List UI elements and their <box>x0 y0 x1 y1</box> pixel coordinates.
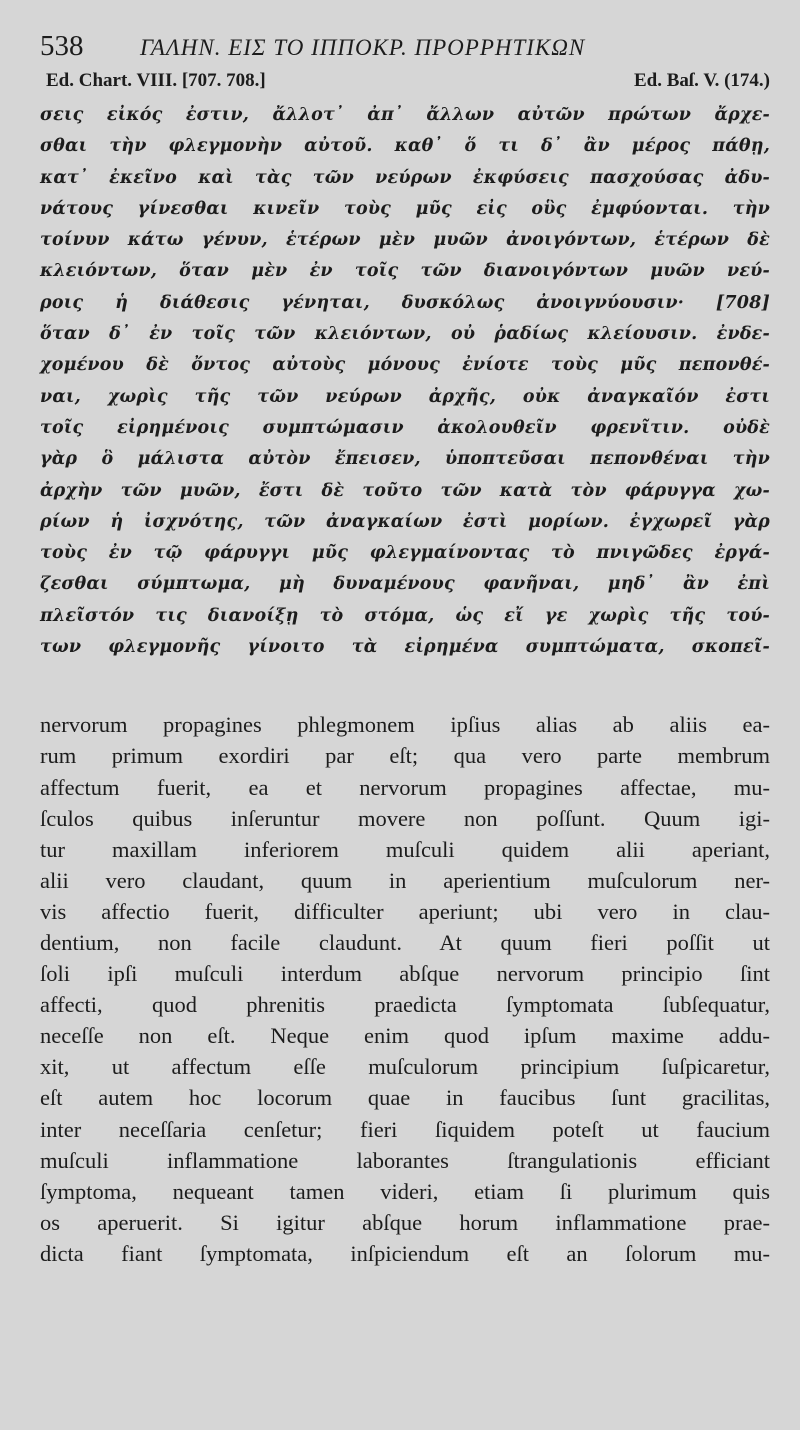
edition-reference-right: Ed. Baſ. V. (174.) <box>633 70 770 91</box>
latin-text-block <box>40 709 770 1269</box>
greek-text-line: σθαι τὴν φλεγμονὴν αὐτοῦ. καθ᾿ ὅ τι δ᾿ ἂν μέρος πάθῃ, <box>40 136 770 157</box>
greek-text-line: τοὺς ἐν τῷ φάρυγγι μῦς φλεγμαίνοντας τὸ πνιγῶδες ἐργά- <box>40 543 770 564</box>
latin-text-line: ſoli ipſi muſculi interdum abſque nervorum principio ſint <box>40 961 770 987</box>
page-number: 538 <box>40 30 84 62</box>
greek-text-line: ρίων ἡ ἰσχνότης, τῶν ἀναγκαίων ἐστὶ μορίων. ἐγχωρεῖ γὰρ <box>40 511 770 532</box>
greek-text-line: γὰρ ὃ μάλιστα αὐτὸν ἔπεισεν, ὑποπτεῦσαι πεπονθέναι τὴν <box>40 449 770 470</box>
latin-text-line: vis affectio fuerit, difficulter aperiunt; ubi vero in clau- <box>40 898 770 924</box>
latin-text-line: alii vero claudant, quum in aperientium muſculorum ner- <box>40 867 770 893</box>
latin-text-line: muſculi inflammatione laborantes ſtrangulationis efficiant <box>40 1147 770 1173</box>
edition-reference-line <box>40 70 770 100</box>
latin-text-line: xit, ut affectum eſſe muſculorum principium ſuſpicaretur, <box>40 1054 770 1080</box>
greek-text-line: ναι, χωρὶς τῆς τῶν νεύρων ἀρχῆς, οὐκ ἀναγκαῖόν ἐστι <box>40 386 770 407</box>
greek-text-line: κατ᾿ ἐκεῖνο καὶ τὰς τῶν νεύρων ἐκφύσεις πασχούσας ἀδυ- <box>40 167 770 188</box>
greek-text-line: χομένου δὲ ὄντος αὐτοὺς μόνους ἐνίοτε τοὺς μῦς πεπονθέ- <box>40 355 770 376</box>
latin-text-line: rum primum exordiri par eſt; qua vero parte membrum <box>40 743 770 769</box>
latin-text-line: affectum fuerit, ea et nervorum propagines affectae, mu- <box>40 774 770 800</box>
latin-text-line: ſymptoma, nequeant tamen videri, etiam ſi plurimum quis <box>40 1178 770 1204</box>
latin-text-line: ſculos quibus inſeruntur movere non poſſunt. Quum igi- <box>40 805 770 831</box>
latin-text-line: affecti, quod phrenitis praedicta ſymptomata ſubſequatur, <box>40 992 770 1018</box>
latin-text-line: nervorum propagines phlegmonem ipſius alias ab aliis ea- <box>40 712 770 738</box>
latin-text-line: dicta fiant ſymptomata, inſpiciendum eſt an ſolorum mu- <box>40 1240 770 1266</box>
latin-text-line: tur maxillam inferiorem muſculi quidem alii aperiant, <box>40 836 770 862</box>
page-header <box>40 30 770 70</box>
latin-text-line: inter neceſſaria cenſetur; fieri ſiquidem poteſt ut faucium <box>40 1116 770 1142</box>
greek-text-line: σεις εἰκός ἐστιν, ἄλλοτ᾿ ἀπ᾿ ἄλλων αὐτῶν πρώτων ἄρχε- <box>40 105 770 125</box>
greek-text-line: ἀρχὴν τῶν μυῶν, ἔστι δὲ τοῦτο τῶν κατὰ τὸν φάρυγγα χω- <box>40 480 770 501</box>
greek-text-line: των φλεγμονῆς γίνοιτο τὰ εἰρημένα συμπτώματα, σκοπεῖ- <box>40 637 770 658</box>
greek-text-line: νάτους γίνεσθαι κινεῖν τοὺς μῦς εἰς οὓς ἐμφύονται. τὴν <box>40 198 770 219</box>
greek-text-line: ζεσθαι σύμπτωμα, μὴ δυναμένους φανῆναι, μηδ᾿ ἂν ἐπὶ <box>40 574 770 595</box>
greek-text-line: τοῖς εἰρημένοις συμπτώμασιν ἀκολουθεῖν φρενῖτιν. οὐδὲ <box>40 417 770 438</box>
greek-text-block <box>40 100 770 663</box>
greek-text-line: πλεῖστόν τις διανοίξῃ τὸ στόμα, ὡς εἴ γε χωρὶς τῆς τού- <box>40 605 770 626</box>
latin-text-line: eſt autem hoc locorum quae in faucibus ſunt gracilitas, <box>40 1085 770 1111</box>
edition-reference-left: Ed. Chart. VIII. [707. 708.] <box>46 70 266 91</box>
latin-text-line: neceſſe non eſt. Neque enim quod ipſum maxime addu- <box>40 1023 770 1049</box>
latin-text-line: dentium, non facile claudunt. At quum fieri poſſit ut <box>40 930 770 955</box>
latin-text-line: os aperuerit. Si igitur abſque horum inflammatione prae- <box>40 1209 770 1235</box>
greek-text-line: τοίνυν κάτω γένυν, ἑτέρων μὲν μυῶν ἀνοιγόντων, ἑτέρων δὲ <box>40 230 770 251</box>
greek-text-line: ὅταν δ᾿ ἐν τοῖς τῶν κλειόντων, οὐ ῥαδίως κλείουσιν. ἐνδε- <box>40 324 770 345</box>
greek-text-line: κλειόντων, ὅταν μὲν ἐν τοῖς τῶν διανοιγόντων μυῶν νεύ- <box>40 261 770 282</box>
running-head: ΓΑΛΗΝ. ΕΙΣ ΤΟ ΙΠΠΟΚΡ. ΠΡΟΡΡΗΤΙΚΩΝ <box>140 35 586 60</box>
greek-text-line: ροις ἡ διάθεσις γένηται, δυσκόλως ἀνοιγνύουσιν· [708] <box>40 292 770 313</box>
